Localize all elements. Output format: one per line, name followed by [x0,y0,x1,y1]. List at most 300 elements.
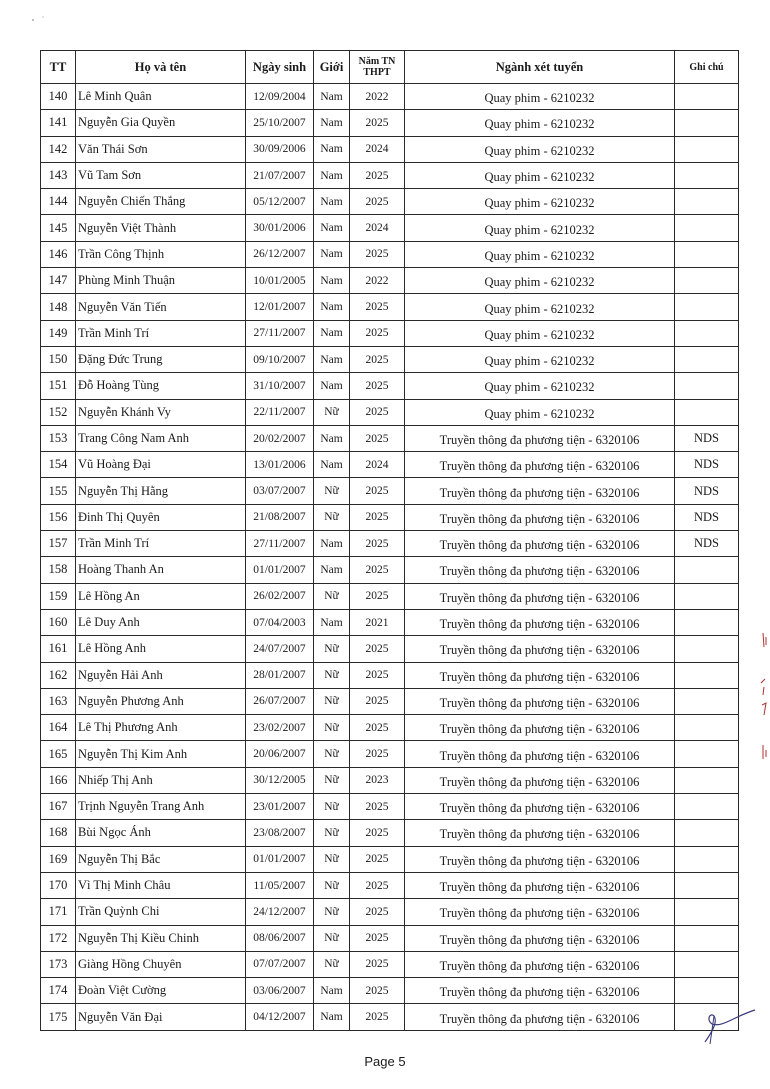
student-name-cell: Lê Minh Quân [76,84,246,110]
major-applied-cell: Truyền thông đa phương tiện - 6320106 [405,452,675,478]
note-cell [675,294,739,320]
student-name-cell: Bùi Ngọc Ánh [76,820,246,846]
table-row [41,767,739,793]
table-row [41,820,739,846]
note-cell [675,688,739,714]
student-name-cell: Nguyễn Chiến Thắng [76,189,246,215]
graduation-year-cell: 2025 [350,688,405,714]
table-row [41,583,739,609]
page-number: Page 5 [364,1054,406,1069]
date-of-birth-cell: 08/06/2007 [246,925,314,951]
student-name-cell: Nguyễn Thị Kim Anh [76,741,246,767]
student-name-cell: Vũ Tam Sơn [76,162,246,188]
graduation-year-cell: 2025 [350,346,405,372]
graduation-year-cell: 2025 [350,951,405,977]
note-cell: NDS [675,478,739,504]
graduation-year-cell: 2025 [350,531,405,557]
date-of-birth-cell: 30/12/2005 [246,767,314,793]
student-name-cell: Nguyễn Phương Anh [76,688,246,714]
signature-mark [700,1002,760,1047]
row-number-cell: 146 [41,241,76,267]
gender-cell: Nữ [314,846,350,872]
table-row [41,1004,739,1030]
note-cell [675,110,739,136]
note-cell [675,346,739,372]
date-of-birth-cell: 23/08/2007 [246,820,314,846]
date-of-birth-cell: 30/09/2006 [246,136,314,162]
date-of-birth-cell: 07/07/2007 [246,951,314,977]
row-number-cell: 165 [41,741,76,767]
student-name-cell: Đinh Thị Quyên [76,504,246,530]
major-applied-cell: Quay phim - 6210232 [405,84,675,110]
gender-cell: Nam [314,452,350,478]
note-cell [675,899,739,925]
date-of-birth-cell: 31/10/2007 [246,373,314,399]
gender-cell: Nam [314,294,350,320]
student-name-cell: Đoàn Việt Cường [76,978,246,1004]
date-of-birth-cell: 26/12/2007 [246,241,314,267]
table-row [41,872,739,898]
table-row [41,794,739,820]
major-applied-cell: Truyền thông đa phương tiện - 6320106 [405,715,675,741]
row-number-cell: 155 [41,478,76,504]
header-tt: TT [41,51,76,84]
table-row [41,531,739,557]
gender-cell: Nữ [314,925,350,951]
date-of-birth-cell: 10/01/2005 [246,268,314,294]
graduation-year-cell: 2025 [350,820,405,846]
row-number-cell: 161 [41,636,76,662]
student-name-cell: Vũ Hoàng Đại [76,452,246,478]
student-name-cell: Giàng Hồng Chuyên [76,951,246,977]
row-number-cell: 166 [41,767,76,793]
major-applied-cell: Truyền thông đa phương tiện - 6320106 [405,609,675,635]
date-of-birth-cell: 21/07/2007 [246,162,314,188]
note-cell [675,583,739,609]
note-cell [675,741,739,767]
student-name-cell: Trần Công Thịnh [76,241,246,267]
gender-cell: Nữ [314,504,350,530]
table-row [41,215,739,241]
table-row [41,241,739,267]
graduation-year-cell: 2025 [350,425,405,451]
row-number-cell: 156 [41,504,76,530]
table-row [41,609,739,635]
major-applied-cell: Truyền thông đa phương tiện - 6320106 [405,504,675,530]
gender-cell: Nữ [314,820,350,846]
student-name-cell: Nguyễn Thị Hằng [76,478,246,504]
major-applied-cell: Quay phim - 6210232 [405,346,675,372]
note-cell: NDS [675,531,739,557]
date-of-birth-cell: 03/06/2007 [246,978,314,1004]
gender-cell: Nam [314,84,350,110]
row-number-cell: 167 [41,794,76,820]
student-name-cell: Nguyễn Thị Bắc [76,846,246,872]
gender-cell: Nam [314,162,350,188]
row-number-cell: 160 [41,609,76,635]
date-of-birth-cell: 27/11/2007 [246,531,314,557]
gender-cell: Nam [314,136,350,162]
gender-cell: Nam [314,215,350,241]
student-name-cell: Nguyễn Thị Kiều Chinh [76,925,246,951]
table-row [41,425,739,451]
table-row [41,846,739,872]
date-of-birth-cell: 26/02/2007 [246,583,314,609]
date-of-birth-cell: 24/07/2007 [246,636,314,662]
major-applied-cell: Quay phim - 6210232 [405,189,675,215]
gender-cell: Nam [314,557,350,583]
graduation-year-cell: 2025 [350,110,405,136]
date-of-birth-cell: 22/11/2007 [246,399,314,425]
major-applied-cell: Quay phim - 6210232 [405,136,675,162]
note-cell: NDS [675,425,739,451]
gender-cell: Nữ [314,688,350,714]
student-name-cell: Lê Thị Phương Anh [76,715,246,741]
gender-cell: Nữ [314,767,350,793]
major-applied-cell: Truyền thông đa phương tiện - 6320106 [405,899,675,925]
major-applied-cell: Truyền thông đa phương tiện - 6320106 [405,846,675,872]
gender-cell: Nam [314,609,350,635]
date-of-birth-cell: 03/07/2007 [246,478,314,504]
date-of-birth-cell: 13/01/2006 [246,452,314,478]
gender-cell: Nữ [314,741,350,767]
row-number-cell: 143 [41,162,76,188]
note-cell [675,215,739,241]
major-applied-cell: Truyền thông đa phương tiện - 6320106 [405,767,675,793]
note-cell [675,767,739,793]
table-row [41,978,739,1004]
note-cell [675,136,739,162]
major-applied-cell: Truyền thông đa phương tiện - 6320106 [405,741,675,767]
date-of-birth-cell: 07/04/2003 [246,609,314,635]
major-applied-cell: Truyền thông đa phương tiện - 6320106 [405,794,675,820]
date-of-birth-cell: 05/12/2007 [246,189,314,215]
row-number-cell: 141 [41,110,76,136]
graduation-year-cell: 2025 [350,241,405,267]
major-applied-cell: Quay phim - 6210232 [405,320,675,346]
graduation-year-cell: 2025 [350,557,405,583]
student-name-cell: Lê Hồng An [76,583,246,609]
student-name-cell: Đỗ Hoàng Tùng [76,373,246,399]
graduation-year-cell: 2025 [350,925,405,951]
date-of-birth-cell: 26/07/2007 [246,688,314,714]
gender-cell: Nam [314,373,350,399]
gender-cell: Nam [314,110,350,136]
graduation-year-cell: 2025 [350,715,405,741]
graduation-year-cell: 2022 [350,84,405,110]
student-name-cell: Lê Duy Anh [76,609,246,635]
row-number-cell: 157 [41,531,76,557]
major-applied-cell: Truyền thông đa phương tiện - 6320106 [405,951,675,977]
student-name-cell: Nguyễn Việt Thành [76,215,246,241]
table-row [41,294,739,320]
scan-speck-marks [30,14,50,24]
gender-cell: Nam [314,346,350,372]
row-number-cell: 171 [41,899,76,925]
table-row [41,557,739,583]
gender-cell: Nam [314,268,350,294]
header-name: Họ và tên [76,51,246,84]
major-applied-cell: Truyền thông đa phương tiện - 6320106 [405,820,675,846]
major-applied-cell: Truyền thông đa phương tiện - 6320106 [405,662,675,688]
table-row [41,899,739,925]
gender-cell: Nữ [314,399,350,425]
note-cell [675,373,739,399]
major-applied-cell: Quay phim - 6210232 [405,399,675,425]
header-dob: Ngày sinh [246,51,314,84]
row-number-cell: 144 [41,189,76,215]
table-row [41,715,739,741]
row-number-cell: 163 [41,688,76,714]
table-row [41,84,739,110]
gender-cell: Nữ [314,872,350,898]
table-row [41,741,739,767]
header-grad-year: Năm TN THPT [350,51,405,84]
table-row [41,662,739,688]
graduation-year-cell: 2025 [350,399,405,425]
note-cell [675,241,739,267]
date-of-birth-cell: 23/02/2007 [246,715,314,741]
graduation-year-cell: 2024 [350,136,405,162]
gender-cell: Nam [314,978,350,1004]
graduation-year-cell: 2025 [350,794,405,820]
table-header-row [41,51,739,84]
gender-cell: Nữ [314,794,350,820]
row-number-cell: 154 [41,452,76,478]
row-number-cell: 158 [41,557,76,583]
graduation-year-cell: 2025 [350,741,405,767]
row-number-cell: 162 [41,662,76,688]
student-name-cell: Trần Minh Trí [76,531,246,557]
graduation-year-cell: 2025 [350,872,405,898]
major-applied-cell: Quay phim - 6210232 [405,268,675,294]
gender-cell: Nữ [314,478,350,504]
student-name-cell: Nguyễn Hải Anh [76,662,246,688]
table-row [41,452,739,478]
note-cell [675,268,739,294]
major-applied-cell: Truyền thông đa phương tiện - 6320106 [405,688,675,714]
major-applied-cell: Truyền thông đa phương tiện - 6320106 [405,557,675,583]
graduation-year-cell: 2024 [350,452,405,478]
header-sex: Giới [314,51,350,84]
student-name-cell: Trần Quỳnh Chi [76,899,246,925]
student-name-cell: Trang Công Nam Anh [76,425,246,451]
note-cell [675,84,739,110]
note-cell [675,715,739,741]
student-name-cell: Nguyễn Văn Tiến [76,294,246,320]
table-body [41,84,739,1031]
graduation-year-cell: 2025 [350,583,405,609]
student-name-cell: Văn Thái Sơn [76,136,246,162]
note-cell [675,846,739,872]
date-of-birth-cell: 11/05/2007 [246,872,314,898]
date-of-birth-cell: 01/01/2007 [246,557,314,583]
header-note: Ghi chú [675,51,739,84]
graduation-year-cell: 2023 [350,767,405,793]
table-row [41,268,739,294]
table-row [41,320,739,346]
date-of-birth-cell: 01/01/2007 [246,846,314,872]
row-number-cell: 149 [41,320,76,346]
major-applied-cell: Truyền thông đa phương tiện - 6320106 [405,636,675,662]
table-row [41,373,739,399]
date-of-birth-cell: 21/08/2007 [246,504,314,530]
note-cell [675,978,739,1004]
row-number-cell: 164 [41,715,76,741]
table-row [41,688,739,714]
student-name-cell: Lê Hồng Anh [76,636,246,662]
graduation-year-cell: 2025 [350,320,405,346]
major-applied-cell: Quay phim - 6210232 [405,110,675,136]
table-row [41,925,739,951]
table-row [41,951,739,977]
major-applied-cell: Quay phim - 6210232 [405,294,675,320]
graduation-year-cell: 2025 [350,373,405,399]
date-of-birth-cell: 24/12/2007 [246,899,314,925]
major-applied-cell: Quay phim - 6210232 [405,162,675,188]
graduation-year-cell: 2025 [350,662,405,688]
student-name-cell: Nguyễn Văn Đại [76,1004,246,1030]
graduation-year-cell: 2025 [350,504,405,530]
margin-scan-marks [755,625,770,775]
graduation-year-cell: 2025 [350,1004,405,1030]
major-applied-cell: Truyền thông đa phương tiện - 6320106 [405,925,675,951]
student-name-cell: Phùng Minh Thuận [76,268,246,294]
graduation-year-cell: 2024 [350,215,405,241]
student-name-cell: Trần Minh Trí [76,320,246,346]
graduation-year-cell: 2025 [350,478,405,504]
major-applied-cell: Truyền thông đa phương tiện - 6320106 [405,478,675,504]
table-row [41,110,739,136]
gender-cell: Nam [314,320,350,346]
note-cell: NDS [675,504,739,530]
row-number-cell: 150 [41,346,76,372]
date-of-birth-cell: 12/01/2007 [246,294,314,320]
date-of-birth-cell: 23/01/2007 [246,794,314,820]
table-row [41,504,739,530]
major-applied-cell: Truyền thông đa phương tiện - 6320106 [405,872,675,898]
major-applied-cell: Truyền thông đa phương tiện - 6320106 [405,531,675,557]
student-name-cell: Nhiếp Thị Anh [76,767,246,793]
gender-cell: Nữ [314,662,350,688]
note-cell [675,662,739,688]
table-row [41,162,739,188]
note-cell [675,320,739,346]
note-cell [675,399,739,425]
graduation-year-cell: 2025 [350,899,405,925]
date-of-birth-cell: 25/10/2007 [246,110,314,136]
gender-cell: Nữ [314,899,350,925]
admission-list-table [40,50,739,1031]
gender-cell: Nữ [314,715,350,741]
note-cell [675,794,739,820]
student-name-cell: Nguyễn Gia Quyền [76,110,246,136]
row-number-cell: 151 [41,373,76,399]
date-of-birth-cell: 20/06/2007 [246,741,314,767]
row-number-cell: 152 [41,399,76,425]
note-cell [675,951,739,977]
note-cell [675,189,739,215]
gender-cell: Nam [314,241,350,267]
date-of-birth-cell: 20/02/2007 [246,425,314,451]
major-applied-cell: Truyền thông đa phương tiện - 6320106 [405,1004,675,1030]
note-cell: NDS [675,452,739,478]
graduation-year-cell: 2025 [350,162,405,188]
note-cell [675,609,739,635]
gender-cell: Nam [314,1004,350,1030]
note-cell [675,636,739,662]
note-cell [675,162,739,188]
major-applied-cell: Quay phim - 6210232 [405,215,675,241]
row-number-cell: 148 [41,294,76,320]
gender-cell: Nữ [314,951,350,977]
date-of-birth-cell: 28/01/2007 [246,662,314,688]
row-number-cell: 153 [41,425,76,451]
graduation-year-cell: 2022 [350,268,405,294]
major-applied-cell: Truyền thông đa phương tiện - 6320106 [405,583,675,609]
graduation-year-cell: 2025 [350,189,405,215]
row-number-cell: 170 [41,872,76,898]
row-number-cell: 145 [41,215,76,241]
gender-cell: Nam [314,189,350,215]
note-cell [675,557,739,583]
student-name-cell: Vì Thị Minh Châu [76,872,246,898]
graduation-year-cell: 2025 [350,846,405,872]
date-of-birth-cell: 27/11/2007 [246,320,314,346]
student-name-cell: Hoàng Thanh An [76,557,246,583]
table-row [41,478,739,504]
note-cell [675,872,739,898]
student-name-cell: Nguyễn Khánh Vy [76,399,246,425]
note-cell [675,925,739,951]
table-row [41,136,739,162]
row-number-cell: 172 [41,925,76,951]
date-of-birth-cell: 09/10/2007 [246,346,314,372]
row-number-cell: 173 [41,951,76,977]
table-row [41,636,739,662]
note-cell [675,820,739,846]
date-of-birth-cell: 30/01/2006 [246,215,314,241]
header-major: Ngành xét tuyển [405,51,675,84]
table-row [41,346,739,372]
date-of-birth-cell: 12/09/2004 [246,84,314,110]
row-number-cell: 168 [41,820,76,846]
row-number-cell: 159 [41,583,76,609]
row-number-cell: 174 [41,978,76,1004]
row-number-cell: 169 [41,846,76,872]
major-applied-cell: Truyền thông đa phương tiện - 6320106 [405,425,675,451]
gender-cell: Nữ [314,636,350,662]
gender-cell: Nữ [314,583,350,609]
gender-cell: Nam [314,531,350,557]
row-number-cell: 140 [41,84,76,110]
graduation-year-cell: 2021 [350,609,405,635]
graduation-year-cell: 2025 [350,978,405,1004]
row-number-cell: 142 [41,136,76,162]
graduation-year-cell: 2025 [350,636,405,662]
major-applied-cell: Quay phim - 6210232 [405,241,675,267]
row-number-cell: 147 [41,268,76,294]
gender-cell: Nam [314,425,350,451]
date-of-birth-cell: 04/12/2007 [246,1004,314,1030]
row-number-cell: 175 [41,1004,76,1030]
table-row [41,399,739,425]
student-name-cell: Trịnh Nguyễn Trang Anh [76,794,246,820]
major-applied-cell: Quay phim - 6210232 [405,373,675,399]
graduation-year-cell: 2025 [350,294,405,320]
major-applied-cell: Truyền thông đa phương tiện - 6320106 [405,978,675,1004]
table-row [41,189,739,215]
